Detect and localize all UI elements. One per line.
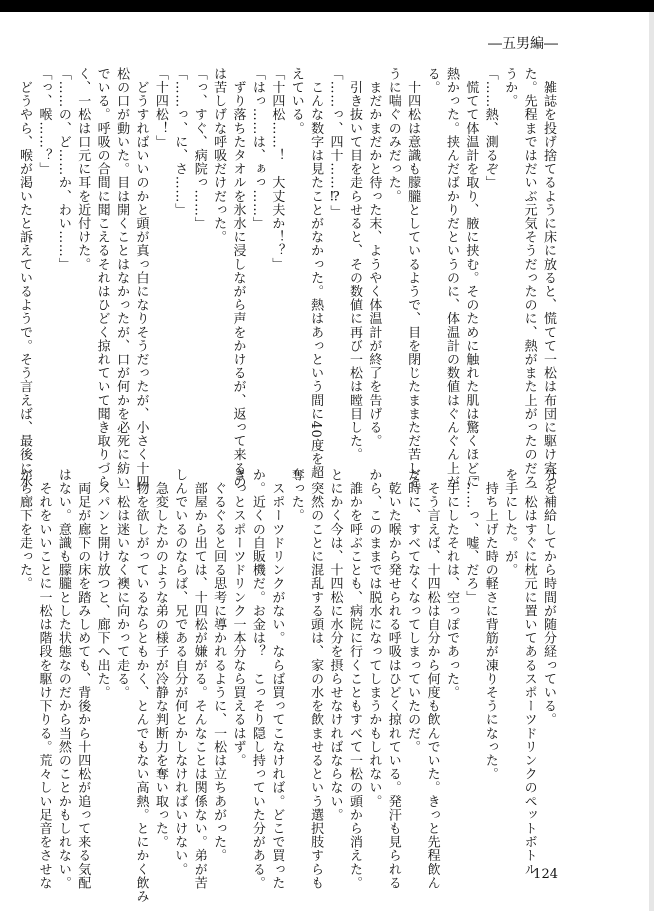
text-line: 「……っ、四十……⁉」 xyxy=(327,67,343,219)
text-line: うか。 xyxy=(502,67,518,108)
text-line: 「……熱、測るぞ」 xyxy=(482,67,498,190)
page-number: 124 xyxy=(533,867,558,882)
text-line: だ時に、すべてなくなってしまっていたのだ。 xyxy=(405,468,421,754)
text-line: えている。 xyxy=(288,67,304,135)
text-line: く、一松は口元に耳を近付けた。 xyxy=(75,67,91,271)
text-line: 「っ、すぐ、病院っ……」 xyxy=(191,67,207,231)
text-line: 熱かった。挟んだばかりだというのに、体温計の数値はぐんぐん上が xyxy=(443,67,459,489)
text-line: 雑誌を投げ捨てるように床に放ると、慌てて一松は布団に駆け寄っ xyxy=(541,67,556,489)
text-line: 「……の、ど……か、わい……」 xyxy=(55,67,71,271)
text-block-top xyxy=(17,67,558,489)
text-line: 突然のことに混乱する頭は、家の水を飲ませるという選択肢すらも xyxy=(308,468,324,890)
top-black-bar xyxy=(0,0,654,12)
text-line: 乾いた喉から発せられる呼吸はひどく掠れている。発汗も見られる xyxy=(385,468,401,890)
text-line: 手にしたそれは、空っぽであった。 xyxy=(443,468,459,700)
text-line: 一松は迷いなく襖に向かって走る。 xyxy=(114,468,130,700)
page-edge-shadow xyxy=(649,12,654,911)
text-line: 「十四松！」 xyxy=(152,67,168,149)
text-line: 「はっ……は、ぁっ……」 xyxy=(249,67,265,231)
text-line: ずり落ちたタオルを氷水に浸しながら声をかけるが、返って来るの xyxy=(230,67,246,489)
text-line: うに喘ぐのみだった。 xyxy=(385,67,401,203)
text-line: 部屋から出ては、十四松が嫌がる。そんなことは関係ない。弟が苦 xyxy=(191,468,207,890)
text-line: しんでいるのならば、兄である自分が何とかしなければいけない。 xyxy=(172,468,188,876)
text-line: こんな数字は見たことがなかった。熱はあっという間に40度を超 xyxy=(308,67,324,480)
text-line: 分を補給してから時間が随分経っている。 xyxy=(541,468,556,727)
text-line: た。先程まではだいぶ元気そうだったのに、熱がまた上がったのだろ xyxy=(521,67,537,489)
text-line: を手にした。が。 xyxy=(502,468,518,577)
text-line: まだかまだかと待った末、ようやく体温計が終了を告げる。 xyxy=(366,67,382,448)
text-line: スポーツドリンクがない。ならば買ってこなければ。どこで買った xyxy=(269,468,285,890)
section-header: ―五男編― xyxy=(488,36,558,52)
text-line: 引き抜いて目を走らせると、その数値に再び一松は瞠目した。 xyxy=(346,67,362,462)
text-line: 両足が廊下の床を踏みしめても、背後から十四松が追って来る気配 xyxy=(75,468,91,890)
text-line: 物を欲しがっているならともかく、とんでもない高熱。とにかく飲み xyxy=(133,468,149,904)
text-line: ぐるぐると回る思考に導かれるように、一松は立ちあがった。 xyxy=(211,468,227,863)
text-line: きっとスポーツドリンク一本分なら買えるはず。 xyxy=(230,468,246,768)
text-line: スパンと開け放つと、廊下へ出た。 xyxy=(94,468,110,700)
text-line: 誰かを呼ぶことも、病院に行くこともすべて一松の頭から消えた。 xyxy=(346,468,362,890)
text-line: 慌てて体温計を取り、腋に挟む。そのために触れた肌は驚くほどに xyxy=(463,67,479,489)
text-line: がら廊下を走った。 xyxy=(17,468,33,591)
text-line: か。近くの自販機だ。お金は？ こっそり隠し持っていた分がある。 xyxy=(249,468,265,890)
text-line: 松の口が動いた。目は開くことはなかったが、口が何かを必死に紡い xyxy=(114,67,130,489)
text-line: 急変したかのような弟の様子が冷静な判断力を奪い取った。 xyxy=(152,468,168,849)
text-line: とにかく今は、十四松に水分を摂らせなければならない。 xyxy=(327,468,343,822)
text-line: 「……っ、に、さ……」 xyxy=(172,67,188,217)
text-line: は苦しげな呼吸だけだった。 xyxy=(211,67,227,244)
text-line: る。 xyxy=(424,67,440,95)
text-line: どうすればいいのかと頭が真っ白になりそうだったが、小さく十四 xyxy=(133,67,149,489)
text-line: 一松はすぐに枕元に置いてあるスポーツドリンクのペットボトル xyxy=(521,468,537,876)
text-line: どうやら、喉が渇いたと訴えているようで。そう言えば、最後に水 xyxy=(17,67,33,489)
text-line: はない。意識も朦朧とした状態なのだから当然のことかもしれない。 xyxy=(55,468,71,890)
text-line: それをいいことに一松は階段を駆け下りる。荒々しい足音をさせな xyxy=(36,468,52,890)
text-line: から、このままでは脱水になってしまうかもしれない。 xyxy=(366,468,382,808)
text-line: 十四松は意識も朦朧としているようで、目を閉じたままただ苦しそ xyxy=(405,67,421,489)
text-line: 「十四松……！ 大丈夫か！？」 xyxy=(269,67,285,271)
text-line: 「っ、喉……？」 xyxy=(36,67,52,176)
text-line: そう言えば、十四松は自分から何度も飲んでいた。きっと先程飲ん xyxy=(424,468,440,890)
text-line: 「……っ、嘘、だろ」 xyxy=(463,468,479,604)
text-line: 奪った。 xyxy=(288,468,304,523)
text-line: 持ち上げた時の軽さに背筋が凍りそうになった。 xyxy=(482,468,498,781)
text-line: でいる。呼吸の合間に聞こえるそれはひどく掠れていて聞き取りづら xyxy=(94,67,110,489)
